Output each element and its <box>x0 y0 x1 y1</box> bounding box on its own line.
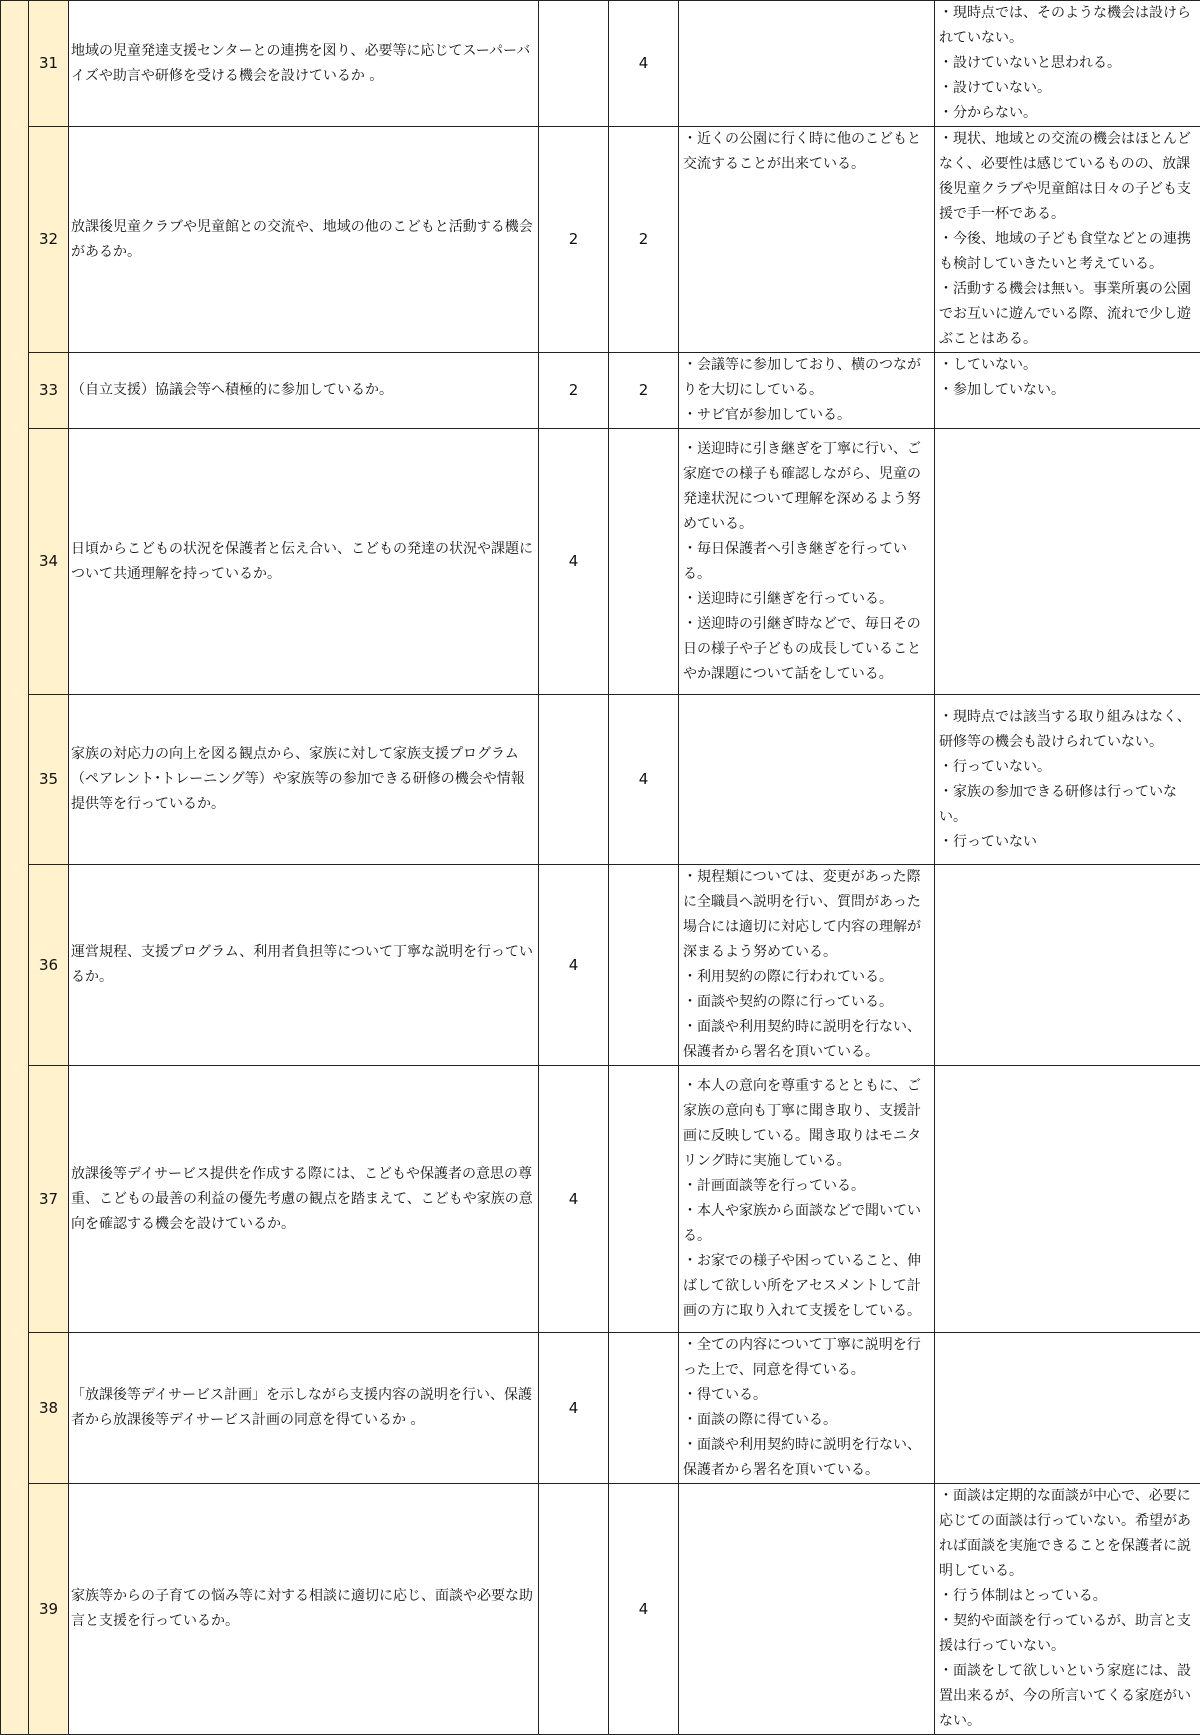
row-number: 32 <box>29 127 69 353</box>
no-count: 4 <box>609 695 679 865</box>
strengths-cell <box>679 865 935 1066</box>
strength-line: ・送迎時の引継ぎ時などで、毎日その日の様子や子どもの成長していることやか課題について話をしている。 <box>683 612 931 687</box>
strengths-cell <box>679 429 935 695</box>
question-text: 「放課後等デイサービス計画」を示しながら支援内容の説明を行い、保護者から放課後等デイサービス計画の同意を得ているか 。 <box>69 1333 539 1484</box>
table-row <box>1 1484 1200 1735</box>
strengths-cell <box>679 1333 935 1484</box>
no-count: 4 <box>609 1 679 127</box>
table-row <box>1 865 1200 1066</box>
strength-line: ・近くの公園に行く時に他のこどもと交流することが出来ている。 <box>683 127 931 177</box>
improvement-line: ・分からない。 <box>939 101 1197 126</box>
improvement-line: ・設けていないと思われる。 <box>939 51 1197 76</box>
improvement-line: ・行っていない。 <box>939 755 1197 780</box>
improvements-cell <box>935 1333 1200 1484</box>
strengths-cell <box>679 695 935 865</box>
improvement-line: ・していない。 <box>939 353 1197 378</box>
table-row <box>1 127 1200 353</box>
question-text: 日頃からこどもの状況を保護者と伝え合い、こどもの発達の状況や課題について共通理解を持っているか。 <box>69 429 539 695</box>
question-text: （自立支援）協議会等へ積極的に参加しているか。 <box>69 353 539 429</box>
yes-count: 4 <box>539 1333 609 1484</box>
strength-line: ・面談や利用契約時に説明を行ない、保護者から署名を頂いている。 <box>683 1433 931 1483</box>
question-text: 運営規程、支援プログラム、利用者負担等について丁寧な説明を行っているか。 <box>69 865 539 1066</box>
strengths-cell <box>679 1066 935 1333</box>
strength-line: ・本人や家族から面談などで聞いている。 <box>683 1199 931 1249</box>
no-count <box>609 865 679 1066</box>
strength-line: ・送迎時に引継ぎを行っている。 <box>683 587 931 612</box>
yes-count: 2 <box>539 353 609 429</box>
table-row <box>1 353 1200 429</box>
row-number: 37 <box>29 1066 69 1333</box>
yes-count: 4 <box>539 865 609 1066</box>
table-row <box>1 429 1200 695</box>
question-text: 放課後児童クラブや児童館との交流や、地域の他のこどもと活動する機会があるか。 <box>69 127 539 353</box>
improvements-cell <box>935 353 1200 429</box>
strength-line: ・本人の意向を尊重するとともに、ご家族の意向も丁寧に聞き取り、支援計画に反映している。聞き取りはモニタリング時に実施している。 <box>683 1074 931 1174</box>
yes-count: 4 <box>539 1066 609 1333</box>
improvements-cell <box>935 865 1200 1066</box>
improvement-line: ・面談は定期的な面談が中心で、必要に応じての面談は行っていない。希望があれば面談を実施できることを保護者に説明している。 <box>939 1484 1197 1584</box>
improvement-line: ・行っていない <box>939 830 1197 855</box>
strengths-cell <box>679 127 935 353</box>
improvement-line: ・参加していない。 <box>939 378 1197 403</box>
improvements-cell <box>935 695 1200 865</box>
improvement-line: ・契約や面談を行っているが、助言と支援は行っていない。 <box>939 1609 1197 1659</box>
table-row <box>1 695 1200 865</box>
table-row <box>1 1333 1200 1484</box>
no-count <box>609 1333 679 1484</box>
improvement-line: ・現状、地域との交流の機会はほとんどなく、必要性は感じているものの、放課後児童クラブや児童館は日々の子ども支援で手一杯である。 <box>939 127 1197 227</box>
no-count: 4 <box>609 1484 679 1735</box>
row-number: 39 <box>29 1484 69 1735</box>
yes-count: 4 <box>539 429 609 695</box>
yes-count <box>539 1 609 127</box>
row-number: 33 <box>29 353 69 429</box>
no-count <box>609 429 679 695</box>
no-count: 2 <box>609 127 679 353</box>
yes-count <box>539 695 609 865</box>
improvement-line: ・面談をして欲しいという家庭には、設置出来るが、今の所言いてくる家庭がいない。 <box>939 1659 1197 1734</box>
strength-line: ・得ている。 <box>683 1383 931 1408</box>
strength-line: ・面談の際に得ている。 <box>683 1408 931 1433</box>
strength-line: ・送迎時に引き継ぎを丁寧に行い、ご家庭での様子も確認しながら、児童の発達状況について理解を深めるよう努めている。 <box>683 437 931 537</box>
yes-count <box>539 1484 609 1735</box>
improvements-cell <box>935 1 1200 127</box>
row-number: 36 <box>29 865 69 1066</box>
strength-line: ・サビ官が参加している。 <box>683 403 931 428</box>
category-cell <box>1 1 29 865</box>
question-text: 家族の対応力の向上を図る観点から、家族に対して家族支援プログラム（ペアレント･トレーニング等）や家族等の参加できる研修の機会や情報提供等を行っているか。 <box>69 695 539 865</box>
strength-line: ・会議等に参加しており、横のつながりを大切にしている。 <box>683 353 931 403</box>
question-text: 放課後等デイサービス提供を作成する際には、こどもや保護者の意思の尊重、こどもの最善の利益の優先考慮の観点を踏まえて、こどもや家族の意向を確認する機会を設けているか。 <box>69 1066 539 1333</box>
row-number: 34 <box>29 429 69 695</box>
improvements-cell <box>935 127 1200 353</box>
strength-line: ・計画面談等を行っている。 <box>683 1174 931 1199</box>
improvement-line: ・今後、地域の子ども食堂などとの連携も検討していきたいと考えている。 <box>939 227 1197 277</box>
strengths-cell <box>679 353 935 429</box>
improvements-cell <box>935 429 1200 695</box>
row-number: 38 <box>29 1333 69 1484</box>
improvement-line: ・行う体制はとっている。 <box>939 1584 1197 1609</box>
question-text: 地域の児童発達支援センターとの連携を図り、必要等に応じてスーパーバイズや助言や研修を受ける機会を設けているか 。 <box>69 1 539 127</box>
improvement-line: ・家族の参加できる研修は行っていない。 <box>939 780 1197 830</box>
strength-line: ・お家での様子や困っていること、伸ばして欲しい所をアセスメントして計画の方に取り入れて支援をしている。 <box>683 1249 931 1324</box>
no-count <box>609 1066 679 1333</box>
strength-line: ・全ての内容について丁寧に説明を行った上で、同意を得ている。 <box>683 1333 931 1383</box>
row-number: 31 <box>29 1 69 127</box>
improvement-line: ・設けていない。 <box>939 76 1197 101</box>
improvements-cell <box>935 1066 1200 1333</box>
table-row <box>1 1066 1200 1333</box>
row-number: 35 <box>29 695 69 865</box>
category-cell <box>1 865 29 1735</box>
question-text: 家族等からの子育ての悩み等に対する相談に適切に応じ、面談や必要な助言と支援を行っているか。 <box>69 1484 539 1735</box>
no-count: 2 <box>609 353 679 429</box>
improvements-cell <box>935 1484 1200 1735</box>
strength-line: ・毎日保護者へ引き継ぎを行っている。 <box>683 537 931 587</box>
strengths-cell <box>679 1 935 127</box>
improvement-line: ・現時点では、そのような機会は設けられていない。 <box>939 1 1197 51</box>
yes-count: 2 <box>539 127 609 353</box>
strength-line: ・規程類については、変更があった際に全職員へ説明を行い、質問があった場合には適切に対応して内容の理解が深まるよう努めている。 <box>683 865 931 965</box>
improvement-line: ・現時点では該当する取り組みはなく、研修等の機会も設けられていない。 <box>939 705 1197 755</box>
improvement-line: ・活動する機会は無い。事業所裏の公園でお互いに遊んでいる際、流れで少し遊ぶことはある。 <box>939 277 1197 352</box>
strengths-cell <box>679 1484 935 1735</box>
table-row <box>1 1 1200 127</box>
strength-line: ・利用契約の際に行われている。 <box>683 965 931 990</box>
strength-line: ・面談や利用契約時に説明を行ない、保護者から署名を頂いている。 <box>683 1015 931 1065</box>
strength-line: ・面談や契約の際に行っている。 <box>683 990 931 1015</box>
